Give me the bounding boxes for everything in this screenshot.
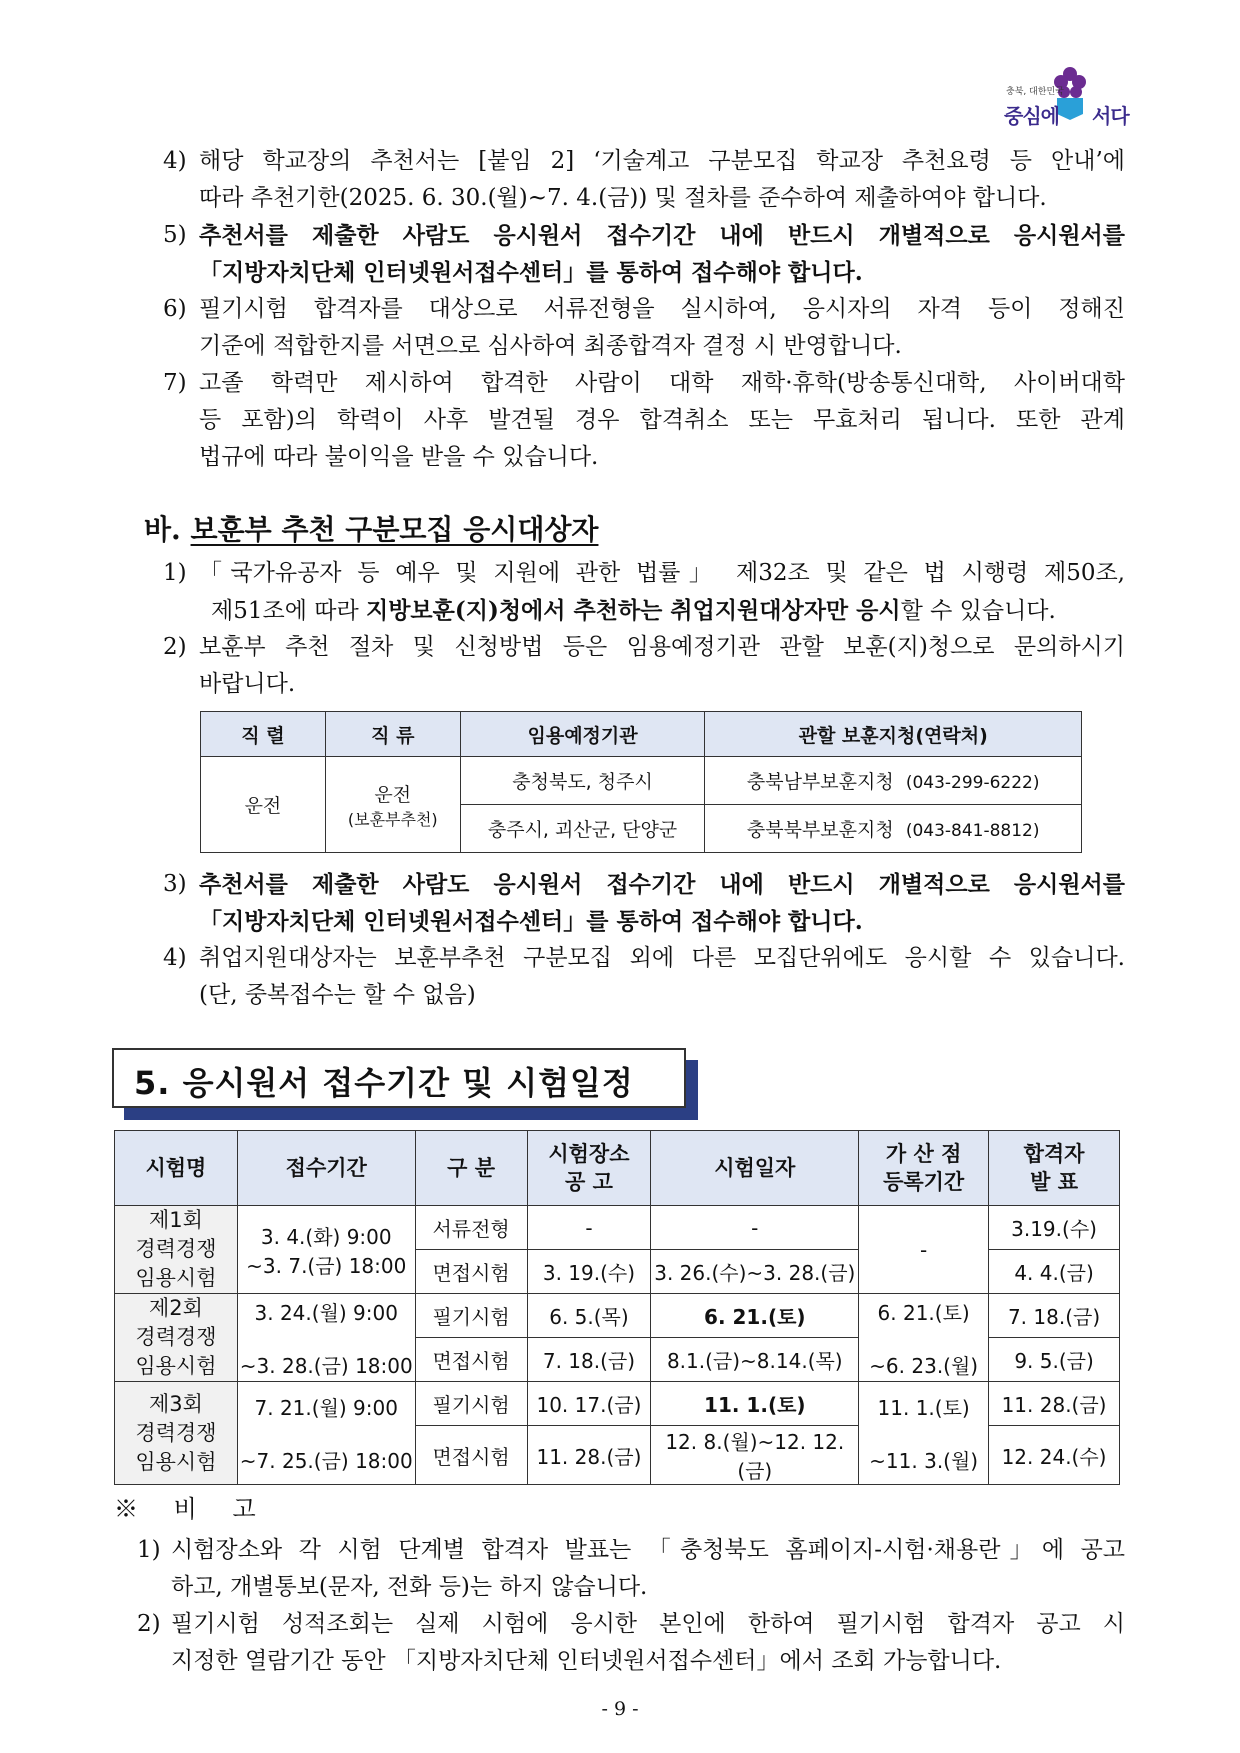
round-line: 경력경쟁 <box>135 1325 217 1349</box>
table-cell: 11. 28.(금) <box>527 1426 651 1485</box>
table-cell <box>705 805 1082 853</box>
period-line: ~7. 25.(금) 18:00 <box>239 1449 413 1473</box>
application-period <box>237 1206 415 1294</box>
round-name <box>115 1382 238 1485</box>
period-line: ~3. 7.(금) 18:00 <box>246 1253 407 1278</box>
table-header: 시험일자 <box>651 1131 859 1206</box>
list-item <box>137 1606 1125 1680</box>
item-number: 1) <box>137 1537 161 1563</box>
section-title-box <box>112 1048 686 1108</box>
item-line: 기준에 적합한지를 서면으로 심사하여 최종합격자 결정 시 반영합니다. <box>199 333 902 359</box>
table-cell: 7. 18.(금) <box>989 1294 1120 1338</box>
application-period <box>237 1382 415 1485</box>
logo-text-left: 중심에 <box>1004 104 1059 128</box>
period-line: ~3. 28.(금) 18:00 <box>239 1353 413 1378</box>
table-header: 접수기간 <box>237 1131 415 1206</box>
text-run: 제51조에 따라 <box>211 598 366 624</box>
kind-label: 운전 <box>374 783 412 806</box>
list-item <box>163 217 1125 291</box>
section-heading-ba <box>144 508 598 548</box>
office-phone: (043-299-6222) <box>905 773 1040 793</box>
period-line: 3. 4.(화) 9:00 <box>260 1224 392 1249</box>
logo-text-right: 서다 <box>1092 104 1129 128</box>
item-line: 지정한 열람기간 동안 「지방자치단체 인터넷원서접수센터」에서 조회 가능합니다. <box>171 1648 1002 1674</box>
table-header: 임용예정기관 <box>460 712 705 757</box>
table-cell: 3.19.(수) <box>989 1206 1120 1250</box>
table-row <box>115 1294 1120 1338</box>
item-line: 보훈부 추천 절차 및 신청방법 등은 임용예정기관 관할 보훈(지)청으로 문의하시기 <box>199 634 1125 660</box>
list-item <box>163 555 1125 629</box>
round-name <box>115 1294 238 1382</box>
item-line <box>211 592 1125 630</box>
table-header: 직 렬 <box>201 712 326 757</box>
veterans-office-table <box>200 711 1082 853</box>
table-cell: 7. 18.(금) <box>527 1338 651 1382</box>
page-number: - 9 - <box>601 1698 639 1720</box>
table-cell: 6. 5.(목) <box>527 1294 651 1338</box>
round-line: 제2회 <box>148 1296 203 1320</box>
item-line: 「지방자치단체 인터넷원서접수센터」를 통하여 접수해야 합니다. <box>199 259 863 286</box>
table-header: 관할 보훈지청(연락처) <box>705 712 1082 757</box>
table-cell: 8.1.(금)~8.14.(목) <box>651 1338 859 1382</box>
header-line: 등록기간 <box>883 1170 965 1194</box>
list-item <box>163 143 1125 217</box>
period-line: 3. 24.(월) 9:00 <box>254 1300 398 1325</box>
table-cell: 10. 17.(금) <box>527 1382 651 1426</box>
header-line: 공 고 <box>565 1170 613 1194</box>
item-number: 1) <box>163 560 187 586</box>
round-line: 경력경쟁 <box>135 1237 217 1261</box>
table-cell: 11. 28.(금) <box>989 1382 1120 1426</box>
bonus-line: ~11. 3.(월) <box>869 1449 979 1473</box>
item-line: 따라 추천기한(2025. 6. 30.(월)~7. 4.(금)) 및 절차를 준수하여 제출하여야 합니다. <box>199 185 1047 211</box>
period-line: 7. 21.(월) 9:00 <box>254 1396 398 1420</box>
item-line: 등 포함)의 학력이 사후 발견될 경우 합격취소 또는 무효처리 됩니다. 또한 관계 <box>199 407 1125 433</box>
round-name <box>115 1206 238 1294</box>
item-number: 2) <box>163 634 187 660</box>
table-header: 구 분 <box>415 1131 527 1206</box>
table-header <box>859 1131 989 1206</box>
bonus-line: 6. 21.(토) <box>877 1300 970 1325</box>
list-item <box>163 291 1125 365</box>
list-item <box>163 940 1125 1014</box>
bonus-line: ~6. 23.(월) <box>869 1353 979 1378</box>
table-cell: - <box>527 1206 651 1250</box>
item-line: 고졸 학력만 제시하여 합격한 사람이 대학 재학·휴학(방송통신대학, 사이버대학 <box>199 370 1125 396</box>
item-line: 바랍니다. <box>199 671 296 697</box>
table-cell: 면접시험 <box>415 1338 527 1382</box>
chungbuk-logo <box>1000 64 1140 128</box>
item-line: 「국가유공자 등 예우 및 지원에 관한 법률」 제32조 및 같은 법 시행령 제50조, <box>199 560 1125 586</box>
item-line: (단, 중복접수는 할 수 없음) <box>199 982 476 1008</box>
list-item <box>137 1532 1125 1606</box>
table-cell: 충주시, 괴산군, 단양군 <box>460 805 705 853</box>
bonus-line: - <box>920 1237 928 1262</box>
header-line: 가 산 점 <box>885 1142 962 1166</box>
kind-sub-label: (보훈부추천) <box>347 809 438 829</box>
header-line: 발 표 <box>1030 1170 1078 1194</box>
round-line: 임용시험 <box>135 1449 217 1474</box>
item-number: 2) <box>137 1611 161 1637</box>
table-cell: 면접시험 <box>415 1426 527 1485</box>
item-number: 7) <box>163 370 187 396</box>
item-line: 하고, 개별통보(문자, 전화 등)는 하지 않습니다. <box>171 1574 648 1600</box>
table-header <box>989 1131 1120 1206</box>
item-line: 법규에 따라 불이익을 받을 수 있습니다. <box>199 444 599 470</box>
table-header: 시험명 <box>115 1131 238 1206</box>
office-name: 충북남부보훈지청 <box>746 771 894 793</box>
office-name: 충북북부보훈지청 <box>746 819 894 841</box>
table-cell: - <box>651 1206 859 1250</box>
text-run: 할 수 있습니다. <box>900 598 1056 624</box>
office-phone: (043-841-8812) <box>905 821 1040 841</box>
item-number: 5) <box>163 222 187 248</box>
item-line: 시험장소와 각 시험 단계별 합격자 발표는 「충청북도 홈페이지-시험·채용란」에 공고 <box>171 1537 1125 1563</box>
list-item <box>163 629 1125 703</box>
item-line: 필기시험 합격자를 대상으로 서류전형을 실시하여, 응시자의 자격 등이 정해진 <box>199 296 1125 322</box>
table-cell: 3. 26.(수)~3. 28.(금) <box>651 1250 859 1294</box>
notes-title: ※ 비 고 <box>114 1495 270 1523</box>
table-cell: 운전 <box>201 757 326 853</box>
heading-title: 보훈부 추천 구분모집 응시대상자 <box>190 513 599 546</box>
bonus-period <box>859 1382 989 1485</box>
table-cell: 6. 21.(토) <box>651 1294 859 1338</box>
table-cell: 필기시험 <box>415 1294 527 1338</box>
heading-prefix: 바. <box>144 513 181 546</box>
item-line: 취업지원대상자는 보훈부추천 구분모집 외에 다른 모집단위에도 응시할 수 있습니다. <box>199 945 1125 971</box>
list-item <box>163 866 1125 940</box>
item-number: 6) <box>163 296 187 322</box>
item-line: 추천서를 제출한 사람도 응시원서 접수기간 내에 반드시 개별적으로 응시원서를 <box>199 222 1125 249</box>
item-line: 추천서를 제출한 사람도 응시원서 접수기간 내에 반드시 개별적으로 응시원서를 <box>199 871 1125 898</box>
table-cell <box>325 757 460 853</box>
item-line: 해당 학교장의 추천서는 [붙임 2] ‘기술계고 구분모집 학교장 추천요령 등 안내’에 <box>199 148 1125 174</box>
round-line: 경력경쟁 <box>135 1420 217 1445</box>
table-cell: 면접시험 <box>415 1250 527 1294</box>
round-line: 제1회 <box>148 1208 203 1232</box>
exam-schedule-table <box>114 1130 1120 1485</box>
table-header: 직 류 <box>325 712 460 757</box>
round-line: 제3회 <box>148 1391 203 1416</box>
bonus-period <box>859 1294 989 1382</box>
table-row <box>115 1206 1120 1250</box>
round-line: 임용시험 <box>135 1354 217 1378</box>
table-cell: 12. 8.(월)~12. 12.(금) <box>651 1426 859 1485</box>
table-cell: 필기시험 <box>415 1382 527 1426</box>
logo-subtext: 충북, 대한민국 <box>1006 87 1064 97</box>
item-number: 4) <box>163 945 187 971</box>
item-line: 필기시험 성적조회는 실제 시험에 응시한 본인에 한하여 필기시험 합격자 공고 시 <box>171 1611 1125 1637</box>
bonus-period <box>859 1206 989 1294</box>
table-cell: 4. 4.(금) <box>989 1250 1120 1294</box>
table-row <box>115 1382 1120 1426</box>
table-cell: 3. 19.(수) <box>527 1250 651 1294</box>
table-header <box>527 1131 651 1206</box>
table-cell: 11. 1.(토) <box>651 1382 859 1426</box>
round-line: 임용시험 <box>135 1266 217 1290</box>
emphasis-text: 지방보훈(지)청에서 추천하는 취업지원대상자만 응시 <box>365 597 901 624</box>
header-line: 시험장소 <box>548 1142 630 1166</box>
section-title: 5. 응시원서 접수기간 및 시험일정 <box>134 1064 634 1102</box>
item-line: 「지방자치단체 인터넷원서접수센터」를 통하여 접수해야 합니다. <box>199 908 863 935</box>
item-number: 4) <box>163 148 187 174</box>
item-number: 3) <box>163 871 187 897</box>
table-cell: 9. 5.(금) <box>989 1338 1120 1382</box>
bonus-line: 11. 1.(토) <box>877 1396 970 1420</box>
header-line: 합격자 <box>1023 1142 1085 1166</box>
table-cell <box>705 757 1082 805</box>
table-cell: 12. 24.(수) <box>989 1426 1120 1485</box>
table-cell: 서류전형 <box>415 1206 527 1250</box>
table-cell: 충청북도, 청주시 <box>460 757 705 805</box>
application-period <box>237 1294 415 1382</box>
list-item <box>163 365 1125 476</box>
